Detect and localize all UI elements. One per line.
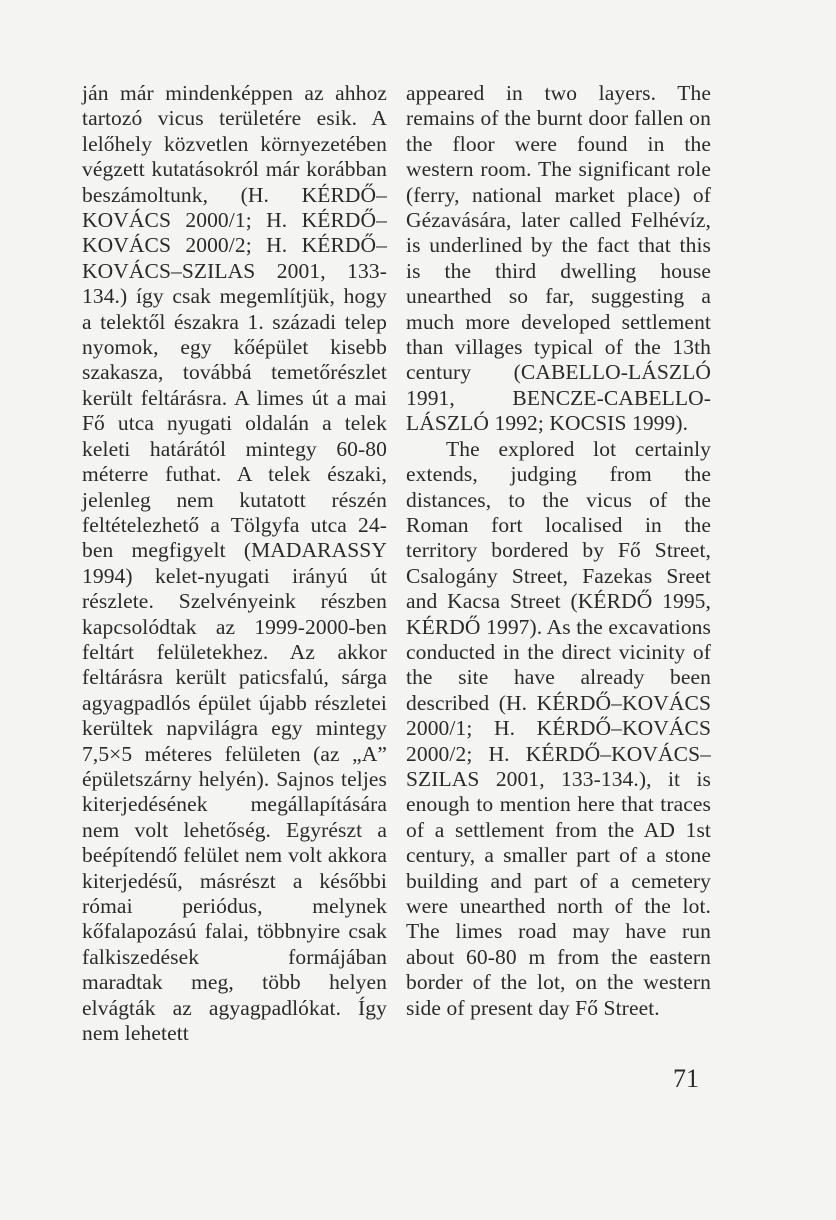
left-paragraph-1: ján már mindenképpen az ahhoz tartozó vicus területére esik. A lelőhely közvetlen környezetében végzett kutatásokról már korábban beszámoltunk, (H. KÉRDŐ–KOVÁCS 2000/1; H. KÉRDŐ–KOVÁCS 2000/2; H. KÉRDŐ–KOVÁCS–SZILAS 2001, 133-134.) így csak megemlítjük, hogy a telektől északra 1. századi telep nyomok, egy kőépület kisebb szakasza, továbbá temetőrészlet került feltárásra. A limes út a mai Fő utca nyugati oldalán a telek keleti határától mintegy 60-80 méterre futhat. A telek északi, jelenleg nem kutatott részén feltételezhető a Tölgyfa utca 24-ben megfigyelt (MADARASSY 1994) kelet-nyugati irányú út részlete. Szelvényeink részben kapcsolódtak az 1999-2000-ben feltárt felületekhez. Az akkor feltárásra került paticsfalú, sárga agyagpadlós épület újabb részletei kerültek napvilágra egy mintegy 7,5×5 méteres felületen (az „A” épületszárny helyén). Sajnos teljes kiterjedésének megállapítására nem volt lehetőség. Egyrészt a beépítendő felület nem volt akkora kiterjedésű, másrészt a későbbi római periódus, melynek kőfalapozású falai, többnyire csak falkiszedések formájában maradtak meg, több helyen elvágták az agyagpadlókat. Így nem lehetett [82, 81, 387, 1046]
right-paragraph-2: The explored lot certainly extends, judging from the distances, to the vicus of the Roman fort localised in the territory bordered by Fő Street, Csalogány Street, Fazekas Sreet and Kacsa Street (KÉRDŐ 1995, KÉRDŐ 1997). As the excavations conducted in the direct vicinity of the site have already been described (H. KÉRDŐ–KOVÁCS 2000/1; H. KÉRDŐ–KOVÁCS 2000/2; H. KÉRDŐ–KOVÁCS–SZILAS 2001, 133-134.), it is enough to mention here that traces of a settlement from the AD 1st century, a smaller part of a stone building and part of a cemetery were unearthed north of the lot. The limes road may have run about 60-80 m from the eastern border of the lot, on the western side of present day Fő Street. [406, 436, 711, 1020]
right-text-column [406, 81, 711, 1021]
right-paragraph-1: appeared in two layers. The remains of the burnt door fallen on the floor were found in the western room. The significant role (ferry, national market place) of Gézavására, later called Felhévíz, is underlined by the fact that this is the third dwelling house unearthed so far, suggesting a much more developed settlement than villages typical of the 13th century (CABELLO-LÁSZLÓ 1991, BENCZE-CABELLO-LÁSZLÓ 1992; KOCSIS 1999). [406, 81, 711, 436]
left-text-column [82, 81, 387, 1046]
page-number: 71 [673, 1064, 699, 1093]
